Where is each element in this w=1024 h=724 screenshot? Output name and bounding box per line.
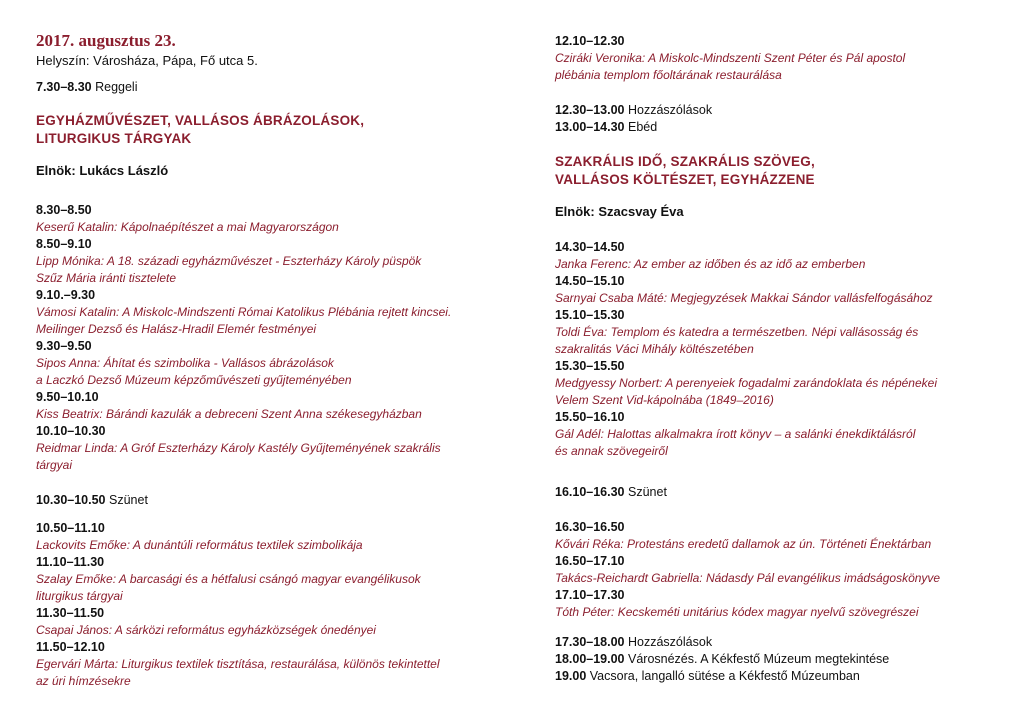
activity-label: Szünet xyxy=(628,485,667,499)
talk-title: Sarnyai Csaba Máté: Megjegyzések Makkai Sándor vallásfelfogásához xyxy=(555,291,933,305)
talk-time: 9.30–9.50 xyxy=(36,339,92,353)
schedule-sightseeing xyxy=(555,651,889,668)
time-label: 17.30–18.00 xyxy=(555,635,625,649)
talk-title: Kiss Beatrix: Bárándi kazulák a debreceni Szent Anna székesegyházban xyxy=(36,407,422,421)
talk-title: Lipp Mónika: A 18. századi egyházművészet - Eszterházy Károly püspök xyxy=(36,254,422,268)
talk-title: Keserű Katalin: Kápolnaépítészet a mai Magyarországon xyxy=(36,220,339,234)
talk-time: 12.10–12.30 xyxy=(555,34,625,48)
activity-label: Városnézés. A Kékfestő Múzeum megtekintése xyxy=(628,652,890,666)
schedule-midday xyxy=(555,102,712,136)
talk-time: 15.10–15.30 xyxy=(555,308,625,322)
talk-title: Toldi Éva: Templom és katedra a természetben. Népi vallásosság és xyxy=(555,325,919,339)
talk-title: szakralitás Váci Mihály költészetében xyxy=(555,342,754,356)
activity-label: Hozzászólások xyxy=(628,635,713,649)
section-heading-line: VALLÁSOS KÖLTÉSZET, EGYHÁZZENE xyxy=(555,172,815,187)
talk-title: Janka Ferenc: Az ember az időben és az idő az emberben xyxy=(555,257,866,271)
talk-time: 8.30–8.50 xyxy=(36,203,92,217)
time-label: 18.00–19.00 xyxy=(555,652,625,666)
schedule-break-1 xyxy=(36,492,148,509)
talk-title: Szalay Emőke: A barcasági és a hétfalusi csángó magyar evangélikusok xyxy=(36,572,421,586)
talk-time: 14.30–14.50 xyxy=(555,240,625,254)
talk-list-1 xyxy=(36,202,451,474)
time-label: 16.10–16.30 xyxy=(555,485,625,499)
schedule-discussion-2 xyxy=(555,634,889,651)
talk-time: 17.10–17.30 xyxy=(555,588,625,602)
section-heading-line: LITURGIKUS TÁRGYAK xyxy=(36,131,192,146)
talk-time: 15.50–16.10 xyxy=(555,410,625,424)
activity-label: Hozzászólások xyxy=(628,103,713,117)
talk-title: Csapai János: A sárközi református egyházközségek ónedényei xyxy=(36,623,376,637)
talk-title: Meilinger Dezső és Halász-Hradil Elemér festményei xyxy=(36,322,317,336)
event-location: Helyszín: Városháza, Pápa, Fő utca 5. xyxy=(36,53,258,68)
talk-time: 11.30–11.50 xyxy=(36,606,105,620)
talk-title: Sipos Anna: Áhítat és szimbolika - Vallásos ábrázolások xyxy=(36,356,334,370)
talk-title: Szűz Mária iránti tisztelete xyxy=(36,271,177,285)
talk-time: 10.10–10.30 xyxy=(36,424,106,438)
talk-time: 9.10.–9.30 xyxy=(36,288,96,302)
talk-title: Cziráki Veronika: A Miskolc-Mindszenti Szent Péter és Pál apostol xyxy=(555,51,906,65)
talk-time: 8.50–9.10 xyxy=(36,237,92,251)
talk-title: Lackovits Emőke: A dunántúli református textilek szimbolikája xyxy=(36,538,363,552)
talk-list-4 xyxy=(555,519,940,621)
activity-label: Vacsora, langalló sütése a Kékfestő Múzeumban xyxy=(589,669,860,683)
schedule-breakfast xyxy=(36,79,137,96)
talk-list-3 xyxy=(555,239,937,460)
talk-time: 16.30–16.50 xyxy=(555,520,625,534)
chair-2: Elnök: Szacsvay Éva xyxy=(555,204,684,219)
talk-title: az úri hímzésekre xyxy=(36,674,131,688)
activity-label: Szünet xyxy=(109,493,148,507)
section-heading-line: EGYHÁZMŰVÉSZET, VALLÁSOS ÁBRÁZOLÁSOK, xyxy=(36,113,365,128)
talk-title: Gál Adél: Halottas alkalmakra írott könyv – a salánki énekdiktálásról xyxy=(555,427,916,441)
section-heading-line: SZAKRÁLIS IDŐ, SZAKRÁLIS SZÖVEG, xyxy=(555,154,815,169)
time-label: 12.30–13.00 xyxy=(555,103,625,117)
talk-title: tárgyai xyxy=(36,458,73,472)
section-heading-2 xyxy=(555,153,815,189)
talk-title: Medgyessy Norbert: A perenyeiek fogadalmi zarándoklata és népénekei xyxy=(555,376,937,390)
talk-title: a Laczkó Dezső Múzeum képzőművészeti gyűjteményében xyxy=(36,373,352,387)
schedule-dinner xyxy=(555,668,889,685)
talk-title: Reidmar Linda: A Gróf Eszterházy Károly Kastély Gyűjteményének szakrális xyxy=(36,441,441,455)
schedule-lunch xyxy=(555,119,712,136)
talk-list-2 xyxy=(36,520,440,690)
schedule-closing xyxy=(555,634,889,685)
event-date: 2017. augusztus 23. xyxy=(36,31,176,50)
talk-first-afternoon xyxy=(555,33,905,84)
talk-title: és annak szövegeiről xyxy=(555,444,668,458)
talk-time: 16.50–17.10 xyxy=(555,554,625,568)
chair-1: Elnök: Lukács László xyxy=(36,163,169,178)
time-label: 10.30–10.50 xyxy=(36,493,106,507)
talk-time: 10.50–11.10 xyxy=(36,521,105,535)
talk-title: liturgikus tárgyai xyxy=(36,589,123,603)
talk-title: Takács-Reichardt Gabriella: Nádasdy Pál evangélikus imádságoskönyve xyxy=(555,571,941,585)
section-heading-1 xyxy=(36,112,364,148)
talk-title: Kővári Réka: Protestáns eredetű dallamok az ún. Történeti Énektárban xyxy=(555,537,932,551)
talk-title: Vámosi Katalin: A Miskolc-Mindszenti Római Katolikus Plébánia rejtett kincsei. xyxy=(36,305,452,319)
schedule-break-2 xyxy=(555,484,667,501)
time-label: 7.30–8.30 xyxy=(36,80,92,94)
activity-label: Reggeli xyxy=(95,80,138,94)
talk-time: 14.50–15.10 xyxy=(555,274,625,288)
talk-time: 9.50–10.10 xyxy=(36,390,99,404)
activity-label: Ebéd xyxy=(628,120,658,134)
talk-time: 15.30–15.50 xyxy=(555,359,625,373)
schedule-discussion-1 xyxy=(555,102,712,119)
talk-time: 11.50–12.10 xyxy=(36,640,105,654)
talk-title: plébánia templom főoltárának restaurálása xyxy=(555,68,782,82)
time-label: 13.00–14.30 xyxy=(555,120,625,134)
talk-title: Velem Szent Vid-kápolnába (1849–2016) xyxy=(555,393,774,407)
talk-time: 11.10–11.30 xyxy=(36,555,105,569)
talk-title: Tóth Péter: Kecskeméti unitárius kódex magyar nyelvű szövegrészei xyxy=(555,605,919,619)
talk-title: Egervári Márta: Liturgikus textilek tisztítása, restaurálása, különös tekintettel xyxy=(36,657,440,671)
time-label: 19.00 xyxy=(555,669,587,683)
